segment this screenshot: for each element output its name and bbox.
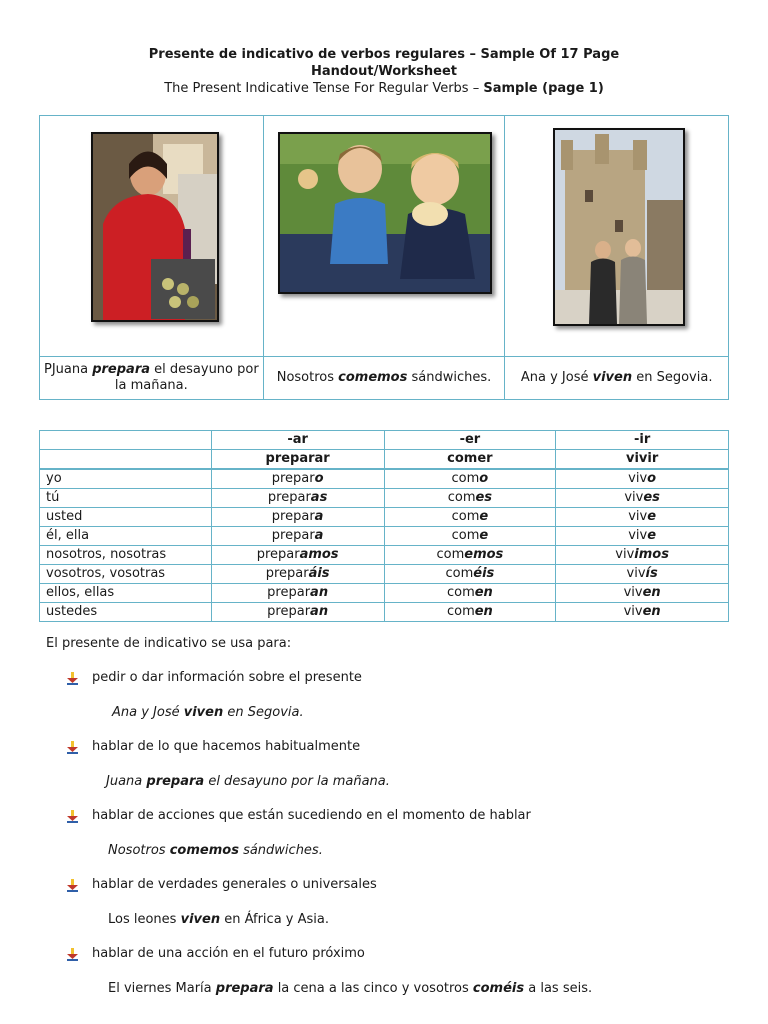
page-header xyxy=(0,46,768,97)
verb-ending: en xyxy=(642,604,661,619)
woman-cooking-photo xyxy=(91,132,219,322)
verb-form-cell xyxy=(384,565,556,584)
use-item xyxy=(66,946,746,1015)
pronoun-cell: nosotros, nosotras xyxy=(40,546,212,565)
arrow-bullet-icon xyxy=(66,947,80,961)
infinitive-cell: preparar xyxy=(211,450,384,470)
use-example xyxy=(106,774,390,789)
verb-stem: prepar xyxy=(265,566,309,581)
verb-ending: en xyxy=(474,604,493,619)
title-line-2: Handout/Worksheet xyxy=(310,64,458,79)
verb-form-cell xyxy=(211,565,384,584)
pronoun-cell: ellos, ellas xyxy=(40,584,212,603)
verb-stem: viv xyxy=(623,604,643,619)
example-verb: coméis xyxy=(472,981,525,996)
verb-stem: com xyxy=(451,509,480,524)
title-line-3 xyxy=(0,80,768,97)
example-text: a las seis. xyxy=(524,981,593,996)
verb-stem: prepar xyxy=(271,509,315,524)
pronoun-cell: él, ella xyxy=(40,527,212,546)
subtitle-bold: Sample (page 1) xyxy=(483,81,604,96)
example-verb: comemos xyxy=(169,843,239,858)
verb-ending: o xyxy=(479,471,489,486)
table-row xyxy=(40,603,729,622)
arrow-bullet-icon xyxy=(66,878,80,892)
caption-text: Ana y José xyxy=(520,370,593,385)
verb-stem: com xyxy=(446,585,475,600)
verb-ending: amos xyxy=(299,547,339,562)
example-text: en Segovia. xyxy=(223,705,304,720)
verb-form-cell xyxy=(556,489,729,508)
verb-form-cell xyxy=(384,469,556,489)
verb-stem: prepar xyxy=(267,585,311,600)
verb-form-cell xyxy=(556,603,729,622)
example-text: Ana y José xyxy=(112,705,184,720)
use-item xyxy=(66,670,746,739)
verb-stem: viv xyxy=(626,566,646,581)
arrow-bullet-icon xyxy=(66,809,80,823)
example-verb: prepara xyxy=(146,774,205,789)
verb-form-cell xyxy=(556,469,729,489)
verb-stem: com xyxy=(451,471,480,486)
verb-ending: e xyxy=(647,509,657,524)
table-row xyxy=(40,527,729,546)
verb-stem: prepar xyxy=(271,528,315,543)
verb-ending: ís xyxy=(645,566,658,581)
verb-ending: o xyxy=(314,471,324,486)
verb-form-cell xyxy=(211,508,384,527)
verb-form-cell xyxy=(211,527,384,546)
castle-couple-photo xyxy=(553,128,685,326)
photo-caption-1 xyxy=(40,357,264,400)
verb-form-cell xyxy=(211,546,384,565)
verb-form-cell xyxy=(211,603,384,622)
empty-header-cell xyxy=(40,450,212,470)
verb-stem: viv xyxy=(628,471,648,486)
example-verb: prepara xyxy=(215,981,274,996)
verb-form-cell xyxy=(556,565,729,584)
caption-text: sándwiches. xyxy=(407,370,492,385)
caption-verb: comemos xyxy=(338,370,408,385)
use-text: hablar de una acción en el futuro próximo xyxy=(92,946,365,961)
example-text: el desayuno por la mañana. xyxy=(204,774,390,789)
photo-cell-1 xyxy=(40,116,264,357)
caption-text: Nosotros xyxy=(276,370,339,385)
caption-verb: prepara xyxy=(92,362,151,377)
verb-stem: prepar xyxy=(271,471,315,486)
infinitive-row xyxy=(40,450,729,470)
infinitive-cell: comer xyxy=(384,450,556,470)
use-example xyxy=(108,843,323,858)
use-item xyxy=(66,808,746,877)
verb-stem: viv xyxy=(623,585,643,600)
verb-form-cell xyxy=(556,527,729,546)
uses-list xyxy=(66,670,746,1015)
verb-ending: es xyxy=(475,490,493,505)
use-text: hablar de acciones que están sucediendo en el momento de hablar xyxy=(92,808,531,823)
verb-ending: e xyxy=(479,528,489,543)
table-row xyxy=(40,469,729,489)
verb-stem: prepar xyxy=(267,604,311,619)
verb-ending: en xyxy=(642,585,661,600)
boys-eating-photo xyxy=(278,132,492,294)
pronoun-cell: usted xyxy=(40,508,212,527)
caption-verb: viven xyxy=(592,370,633,385)
verb-ending: as xyxy=(310,490,328,505)
verb-stem: viv xyxy=(628,509,648,524)
verb-form-cell xyxy=(211,584,384,603)
use-item xyxy=(66,739,746,808)
verb-stem: viv xyxy=(624,490,644,505)
verb-form-cell xyxy=(384,546,556,565)
verb-form-cell xyxy=(384,603,556,622)
photo-caption-2 xyxy=(263,357,505,400)
verb-stem: prepar xyxy=(256,547,300,562)
verb-ending: e xyxy=(479,509,489,524)
pronoun-cell: ustedes xyxy=(40,603,212,622)
verb-ending: emos xyxy=(464,547,504,562)
use-text: pedir o dar información sobre el presente xyxy=(92,670,362,685)
caption-text: en Segovia. xyxy=(632,370,713,385)
example-text: en África y Asia. xyxy=(220,912,329,927)
caption-text: PJuana xyxy=(44,362,93,377)
intro-text: El presente de indicativo se usa para: xyxy=(46,636,292,651)
group-header: -er xyxy=(384,431,556,450)
verb-form-cell xyxy=(384,584,556,603)
example-text: Juana xyxy=(106,774,147,789)
example-text: Los leones xyxy=(108,912,181,927)
use-text: hablar de lo que hacemos habitualmente xyxy=(92,739,361,754)
group-header: -ar xyxy=(211,431,384,450)
subtitle-text: The Present Indicative Tense For Regular Verbs – xyxy=(164,81,484,96)
example-text: sándwiches. xyxy=(238,843,323,858)
verb-stem: com xyxy=(436,547,465,562)
use-item xyxy=(66,877,746,946)
verb-form-cell xyxy=(211,469,384,489)
use-example xyxy=(108,981,592,996)
verb-form-cell xyxy=(384,489,556,508)
use-example xyxy=(108,912,329,927)
infinitive-cell: vivir xyxy=(556,450,729,470)
verb-stem: com xyxy=(446,604,475,619)
verb-stem: viv xyxy=(615,547,635,562)
verb-form-cell xyxy=(556,508,729,527)
verb-ending: es xyxy=(643,490,660,505)
photo-cell-3 xyxy=(505,116,729,357)
example-verb: viven xyxy=(180,912,221,927)
verb-stem: viv xyxy=(628,528,648,543)
table-row xyxy=(40,584,729,603)
verb-ending: e xyxy=(647,528,657,543)
table-row xyxy=(40,546,729,565)
example-text: El viernes María xyxy=(108,981,216,996)
arrow-bullet-icon xyxy=(66,740,80,754)
verb-stem: com xyxy=(447,490,476,505)
example-text: Nosotros xyxy=(108,843,170,858)
verb-stem: prepar xyxy=(267,490,311,505)
title-line-1: Presente de indicativo de verbos regulares – Sample Of 17 Page xyxy=(148,47,620,62)
verb-ending: a xyxy=(314,509,324,524)
use-example xyxy=(112,705,304,720)
example-verb: viven xyxy=(183,705,224,720)
verb-ending: áis xyxy=(308,566,330,581)
photo-cell-2 xyxy=(263,116,505,357)
pronoun-cell: yo xyxy=(40,469,212,489)
example-text: la cena a las cinco y vosotros xyxy=(273,981,473,996)
group-header: -ir xyxy=(556,431,729,450)
pronoun-cell: tú xyxy=(40,489,212,508)
verb-form-cell xyxy=(556,584,729,603)
table-row xyxy=(40,565,729,584)
caption-text: el desayuno por la mañana. xyxy=(114,362,259,393)
verb-stem: com xyxy=(451,528,480,543)
conjugation-table xyxy=(39,430,729,622)
verb-ending: imos xyxy=(634,547,669,562)
empty-header-cell xyxy=(40,431,212,450)
verb-ending: en xyxy=(474,585,493,600)
verb-stem: com xyxy=(445,566,474,581)
verb-ending: a xyxy=(314,528,324,543)
table-row xyxy=(40,508,729,527)
verb-form-cell xyxy=(556,546,729,565)
photo-caption-3 xyxy=(505,357,729,400)
group-header-row xyxy=(40,431,729,450)
pronoun-cell: vosotros, vosotras xyxy=(40,565,212,584)
verb-form-cell xyxy=(384,508,556,527)
verb-ending: an xyxy=(310,604,329,619)
verb-ending: éis xyxy=(473,566,495,581)
verb-ending: o xyxy=(647,471,657,486)
photo-table xyxy=(39,115,729,400)
verb-form-cell xyxy=(211,489,384,508)
verb-ending: an xyxy=(310,585,329,600)
table-row xyxy=(40,489,729,508)
arrow-bullet-icon xyxy=(66,671,80,685)
use-text: hablar de verdades generales o universales xyxy=(92,877,377,892)
verb-form-cell xyxy=(384,527,556,546)
